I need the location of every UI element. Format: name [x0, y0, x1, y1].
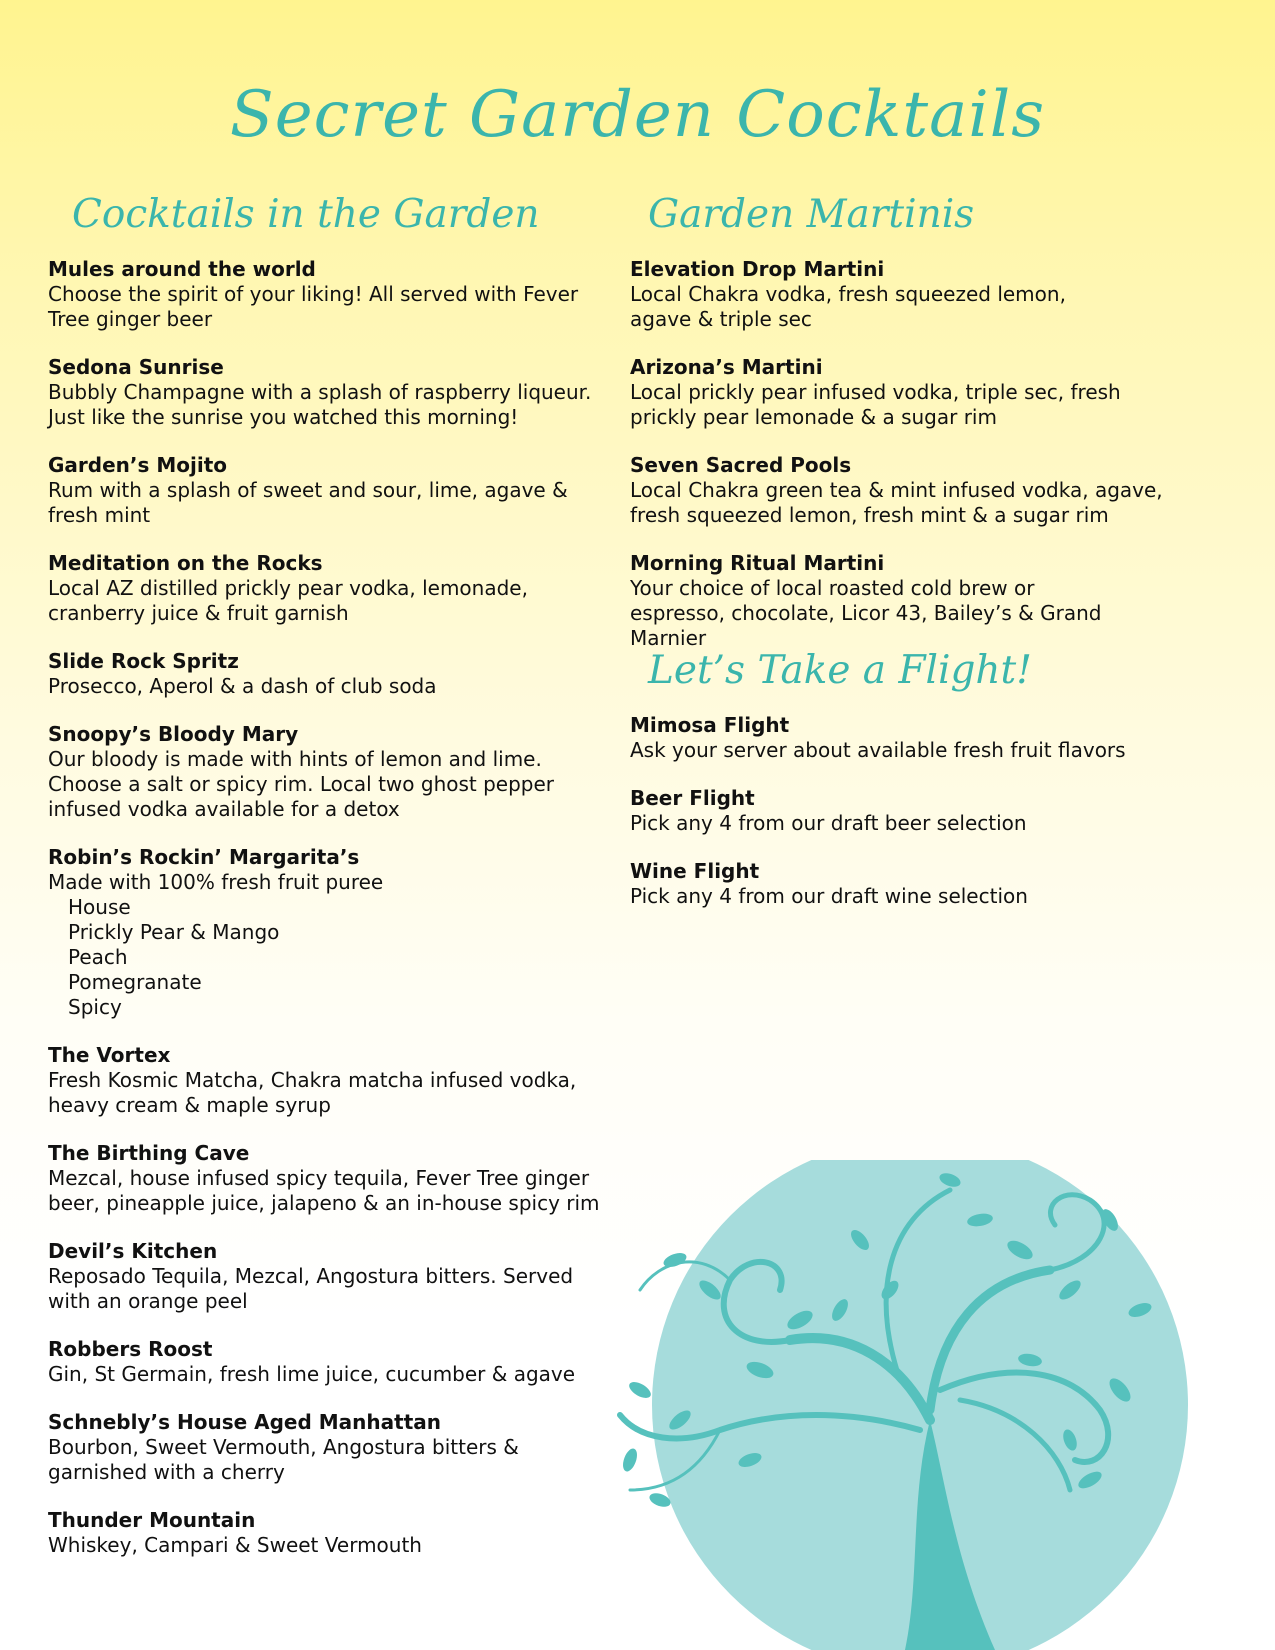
- item-description: Bubbly Champagne with a splash of raspberry liqueur. Just like the sunrise you watched this morning!: [48, 380, 592, 429]
- item-name: Mules around the world: [48, 257, 316, 281]
- item-description: Fresh Kosmic Matcha, Chakra matcha infused vodka, heavy cream & maple syrup: [48, 1068, 577, 1117]
- menu-item: [48, 1043, 608, 1118]
- item-name: Arizona’s Martini: [630, 355, 823, 379]
- item-name: Thunder Mountain: [48, 1508, 256, 1532]
- item-description: Local Chakra green tea & mint infused vodka, agave, fresh squeezed lemon, fresh mint & a sugar rim: [630, 478, 1163, 527]
- section-title-martinis: Garden Martinis: [648, 192, 975, 237]
- menu-item: [48, 355, 608, 430]
- item-name: The Vortex: [48, 1043, 171, 1067]
- menu-item: [630, 257, 1190, 332]
- menu-item: [48, 845, 608, 1020]
- item-name: The Birthing Cave: [48, 1141, 250, 1165]
- menu-item: [630, 355, 1190, 430]
- menu-item: [630, 713, 1190, 763]
- menu-item: [48, 1337, 608, 1387]
- item-description: Local Chakra vodka, fresh squeezed lemon, agave & triple sec: [630, 282, 1066, 331]
- item-description: Prosecco, Aperol & a dash of club soda: [48, 674, 437, 698]
- item-name: Meditation on the Rocks: [48, 551, 323, 575]
- item-name: Sedona Sunrise: [48, 355, 224, 379]
- menu-item: [630, 551, 1190, 651]
- item-description: Choose the spirit of your liking! All served with Fever Tree ginger beer: [48, 282, 579, 331]
- item-name: Snoopy’s Bloody Mary: [48, 722, 299, 746]
- margarita-option: Spicy: [68, 995, 122, 1019]
- section-title-flights: Let’s Take a Flight!: [648, 648, 1032, 693]
- menu-item: [48, 453, 608, 528]
- item-description: Ask your server about available fresh fruit flavors: [630, 738, 1126, 762]
- item-name: Morning Ritual Martini: [630, 551, 885, 575]
- menu-item: [48, 1410, 608, 1485]
- item-name: Schnebly’s House Aged Manhattan: [48, 1410, 441, 1434]
- item-description: Local AZ distilled prickly pear vodka, lemonade, cranberry juice & fruit garnish: [48, 576, 528, 625]
- item-name: Seven Sacred Pools: [630, 453, 852, 477]
- tree-illustration: [600, 1160, 1275, 1650]
- margarita-option: Peach: [68, 945, 128, 969]
- menu-item: [48, 649, 608, 699]
- page-title: Secret Garden Cocktails: [229, 78, 1046, 152]
- section-title-cocktails: Cocktails in the Garden: [72, 192, 540, 237]
- item-name: Devil’s Kitchen: [48, 1239, 218, 1263]
- menu-item: [48, 257, 608, 332]
- margarita-option: House: [68, 895, 131, 919]
- item-name: Mimosa Flight: [630, 713, 790, 737]
- item-description: Reposado Tequila, Mezcal, Angostura bitters. Served with an orange peel: [48, 1264, 574, 1313]
- item-description: Our bloody is made with hints of lemon and lime. Choose a salt or spicy rim. Local two ghost pepper infused vodka available for a detox: [48, 747, 555, 821]
- margarita-option: Pomegranate: [68, 970, 202, 994]
- item-name: Robin’s Rockin’ Margarita’s: [48, 845, 360, 869]
- item-description: Rum with a splash of sweet and sour, lime, agave & fresh mint: [48, 478, 568, 527]
- item-name: Wine Flight: [630, 859, 760, 883]
- item-description: Your choice of local roasted cold brew or espresso, chocolate, Licor 43, Bailey’s & Grand Marnier: [630, 576, 1102, 650]
- menu-item: [48, 1508, 608, 1558]
- item-description: Pick any 4 from our draft beer selection: [630, 811, 1027, 835]
- menu-item: [48, 1141, 608, 1216]
- item-description: Made with 100% fresh fruit puree: [48, 870, 384, 894]
- item-name: Garden’s Mojito: [48, 453, 228, 477]
- martinis-list: [630, 257, 1190, 651]
- item-description: Mezcal, house infused spicy tequila, Fever Tree ginger beer, pineapple juice, jalapeno & an in-house spicy rim: [48, 1166, 600, 1215]
- menu-item: [630, 453, 1190, 528]
- item-description: Bourbon, Sweet Vermouth, Angostura bitters & garnished with a cherry: [48, 1435, 519, 1484]
- flights-list: [630, 713, 1190, 909]
- item-name: Elevation Drop Martini: [630, 257, 885, 281]
- margarita-option: Prickly Pear & Mango: [68, 920, 280, 944]
- menu-item: [48, 722, 608, 822]
- item-description: Whiskey, Campari & Sweet Vermouth: [48, 1533, 422, 1557]
- menu-item: [48, 1239, 608, 1314]
- item-name: Beer Flight: [630, 786, 755, 810]
- menu-item: [630, 786, 1190, 836]
- item-description: Local prickly pear infused vodka, triple sec, fresh prickly pear lemonade & a sugar rim: [630, 380, 1121, 429]
- item-name: Slide Rock Spritz: [48, 649, 239, 673]
- menu-item: [630, 859, 1190, 909]
- cocktails-list: [48, 257, 608, 1558]
- menu-item: [48, 551, 608, 626]
- item-description: Pick any 4 from our draft wine selection: [630, 884, 1028, 908]
- item-description: Gin, St Germain, fresh lime juice, cucumber & agave: [48, 1362, 576, 1386]
- item-name: Robbers Roost: [48, 1337, 213, 1361]
